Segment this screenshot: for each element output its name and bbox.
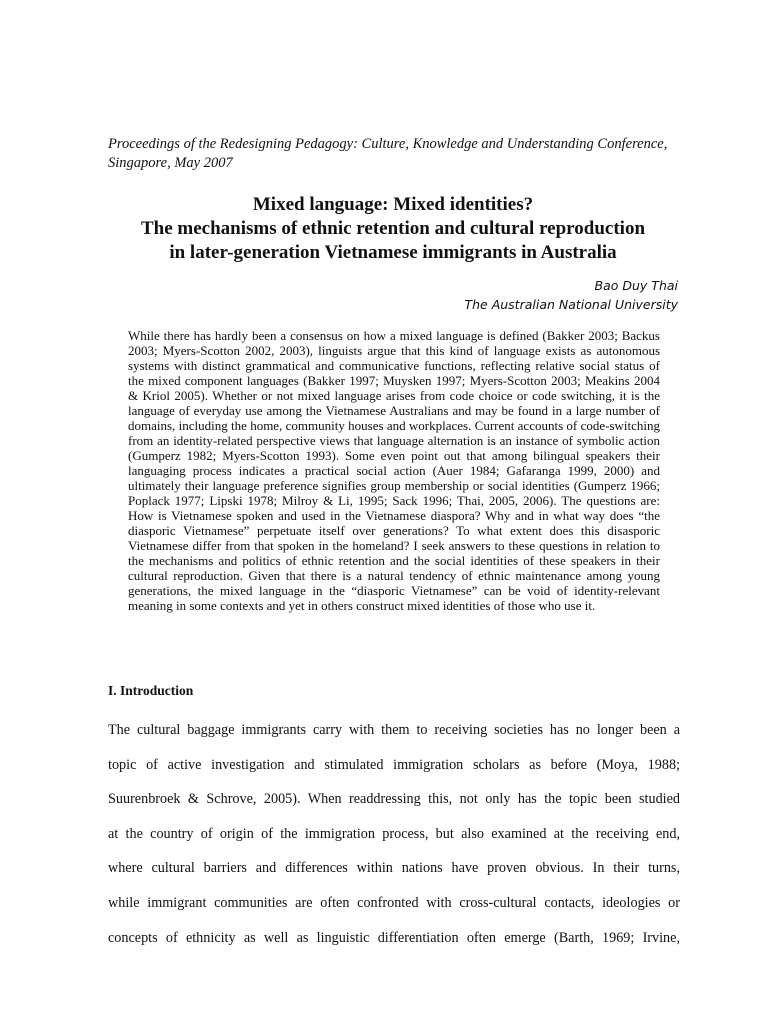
- author-block: [464, 276, 678, 314]
- body-line: Suurenbroek & Schrove, 2005). When readdressing this, not only has the topic been studied: [108, 791, 680, 808]
- section-heading-introduction: I. Introduction: [108, 683, 194, 698]
- introduction-body: [108, 713, 680, 955]
- proceedings-header: Proceedings of the Redesigning Pedagogy: Culture, Knowledge and Understanding Conference, Singapore, May 2007: [108, 136, 668, 171]
- body-line: while immigrant communities are often confronted with cross-cultural contacts, ideologies or: [108, 894, 680, 911]
- paper-title: [80, 193, 706, 265]
- author-name: Bao Duy Thai: [594, 278, 678, 293]
- author-affiliation: The Australian National University: [464, 297, 678, 312]
- body-line: at the country of origin of the immigration process, but also examined at the receiving end,: [108, 825, 680, 842]
- body-line: concepts of ethnicity as well as linguistic differentiation often emerge (Barth, 1969; Irvine,: [108, 929, 680, 946]
- title-line-3: in later-generation Vietnamese immigrants in Australia: [169, 242, 617, 263]
- abstract-paragraph: While there has hardly been a consensus on how a mixed language is defined (Bakker 2003; Backus 2003; Myers-Scotton 2002, 2003), linguists argue that this kind of language exists as autonomous systems with distinct grammatical and communicative functions, reflecting relative social status of the mixed component languages (Bakker 1997; Muysken 1997; Myers-Scotton 2003; Meakins 2004 & Kriol 2005). Whether or not mixed language arises from code choice or code switching, it is the language of everyday use among the Vietnamese Australians and may be found in a large number of domains, including the home, community houses and workplaces. Current accounts of code-switching from an identity-related perspective views that language alternation is an instance of symbolic action (Gumperz 1982; Myers-Scotton 1993). Some even point out that among bilingual speakers their languaging process indicates a practical social action (Auer 1984; Gafaranga 1999, 2000) and ultimately their language preference signifies group membership or social identities (Gumperz 1966; Poplack 1977; Lipski 1978; Milroy & Li, 1995; Sack 1996; Thai, 2005, 2006). The questions are: How is Vietnamese spoken and used in the Vietnamese diaspora? Why and in what way does “the diasporic Vietnamese” perpetuate itself over generations? To what extent does this disasporic Vietnamese differ from that spoken in the homeland? I seek answers to these questions in relation to the mechanisms and politics of ethnic retention and the social identities of these speakers in their cultural reproduction. Given that there is a natural tendency of ethnic maintenance among young generations, the mixed language in the “diasporic Vietnamese” can be void of identity-relevant meaning in some contexts and yet in others construct mixed identities of those who use it.: [128, 328, 660, 613]
- body-line: The cultural baggage immigrants carry with them to receiving societies has no longer been a: [108, 722, 680, 738]
- title-line-1: Mixed language: Mixed identities?: [252, 194, 534, 215]
- body-line: where cultural barriers and differences within nations have proven obvious. In their turns,: [108, 860, 680, 877]
- body-line: topic of active investigation and stimulated immigration scholars as before (Moya, 1988;: [108, 756, 680, 773]
- title-line-2: The mechanisms of ethnic retention and cultural reproduction: [140, 218, 646, 239]
